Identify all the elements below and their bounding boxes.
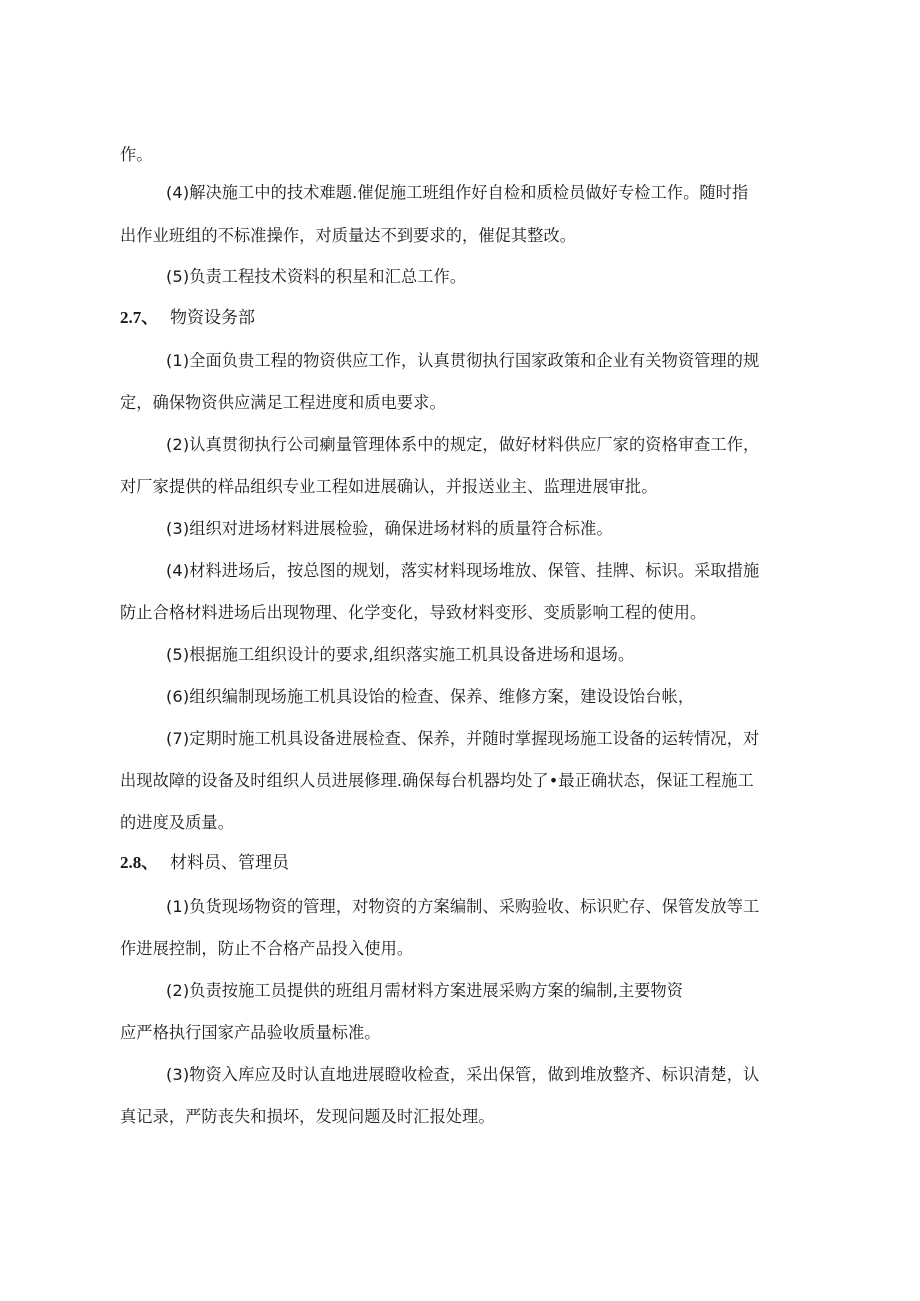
paragraph-continuation: 作。	[120, 145, 153, 164]
paragraph-line: (3)物资入库应及时认直地进展瞪收检查，采出保管，做到堆放整齐、标识清楚，认	[166, 1065, 760, 1084]
section-heading-2-8	[120, 852, 289, 874]
section-number: 2.8、	[120, 853, 159, 872]
section-number: 2.7、	[120, 308, 159, 327]
paragraph-line: (4)材料进场后，按总图的规划，落实材料现场堆放、保管、挂牌、标识。采取措施	[166, 561, 760, 580]
paragraph-line: (3)组织对进场材料进展检验，确保进场材料的质量符合标准。	[166, 519, 613, 538]
paragraph-line: 真记录，严防丧失和损坏，发现问题及时汇报处理。	[120, 1107, 495, 1126]
paragraph-line: 作进展控制，防止不合格产品投入使用。	[120, 939, 414, 958]
paragraph-line: 出现故障的设备及时组织人员进展修理.确保每台机器均处了•最正确状态，保证工程施工	[120, 771, 754, 790]
section-title: 物资设务部	[170, 308, 255, 328]
paragraph-line: 出作业班组的不标准操作，对质量达不到要求的，催促其整改。	[120, 226, 577, 245]
section-heading-2-7	[120, 307, 255, 329]
paragraph-line: 对厂家提供的样品组织专业工程如进展确认，并报送业主、监理进展审批。	[120, 477, 658, 496]
section-title: 材料员、管理员	[170, 853, 289, 873]
paragraph-line: (2)认真贯彻执行公司瘌量管理体系中的规定，做好材料供应厂家的资格审查工作，	[166, 435, 760, 454]
paragraph-line: 定，确保物资供应满足工程进度和质电要求。	[120, 393, 446, 412]
paragraph-line: 的进度及质量。	[120, 813, 235, 832]
paragraph-line: (6)组织编制现场施工机具设饴的检查、保养、维修方案，建设设饴台帐，	[166, 687, 695, 706]
paragraph-line: (4)解决施工中的技术难题.催促施工班组作好自检和质检员做好专检工作。随时指	[166, 183, 749, 202]
paragraph-line: (1)全面负贵工程的物资供应工作，认真贯彻执行国家政策和企业有关物资管理的规	[166, 351, 760, 370]
paragraph-line: (7)定期时施工机具设备进展检查、保养，并随时掌握现场施工设备的运转情况，对	[166, 729, 760, 748]
paragraph-line: 防止合格材料进场后出现物理、化学变化，导致材料变形、变质影响工程的使用。	[120, 603, 707, 622]
paragraph-line: (5)根据施工组织设计的要求,组织落实施工机具设备进场和退场。	[166, 645, 635, 664]
paragraph-line: 应严格执行国家产品验收质量标准。	[120, 1023, 381, 1042]
paragraph-line: (5)负责工程技术资料的积星和汇总工作。	[166, 267, 467, 286]
paragraph-line: (2)负责按施工员提供的班组月需材料方案进展采购方案的编制,主要物资	[166, 981, 684, 1000]
paragraph-line: (1)负货现场物资的管理，对物资的方案编制、采购验收、标识贮存、保管发放等工	[166, 897, 760, 916]
